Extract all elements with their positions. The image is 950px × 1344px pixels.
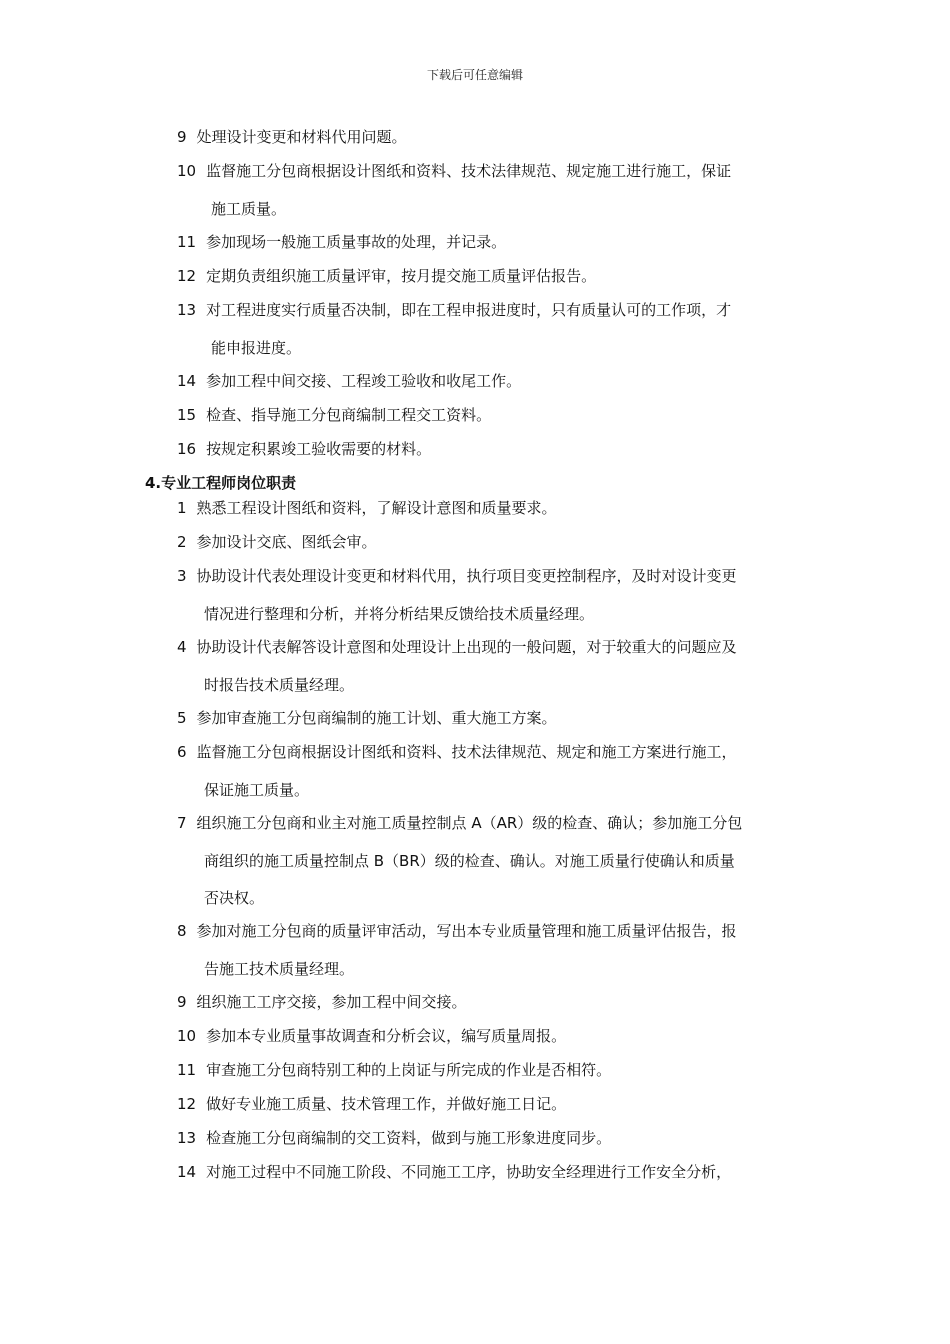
item-text: 参加工程中间交接、工程竣工验收和收尾工作。 bbox=[206, 372, 522, 390]
list-item bbox=[177, 992, 467, 1012]
list-item bbox=[177, 742, 737, 762]
list-item bbox=[177, 498, 557, 518]
item-number: 5 bbox=[177, 709, 187, 727]
item-text: 按规定积累竣工验收需要的材料。 bbox=[206, 440, 432, 458]
item-text: 做好专业施工质量、技术管理工作，并做好施工日记。 bbox=[206, 1095, 567, 1113]
item-continuation: 保证施工质量。 bbox=[204, 781, 310, 799]
list-item bbox=[177, 566, 737, 586]
item-number: 1 bbox=[177, 499, 187, 517]
item-number: 16 bbox=[177, 440, 197, 458]
item-text: 参加本专业质量事故调查和分析会议，编写质量周报。 bbox=[206, 1027, 567, 1045]
list-item bbox=[177, 1128, 611, 1148]
item-number: 7 bbox=[177, 814, 187, 832]
item-continuation: 情况进行整理和分析，并将分析结果反馈给技术质量经理。 bbox=[204, 605, 595, 623]
list-item bbox=[177, 300, 731, 320]
item-number: 10 bbox=[177, 162, 197, 180]
item-text: 协助设计代表解答设计意图和处理设计上出现的一般问题，对于较重大的问题应及 bbox=[196, 638, 737, 656]
item-text: 检查施工分包商编制的交工资料，做到与施工形象进度同步。 bbox=[206, 1129, 612, 1147]
list-item bbox=[177, 405, 491, 425]
section-heading: 4.专业工程师岗位职责 bbox=[145, 474, 297, 492]
item-text: 审查施工分包商特别工种的上岗证与所完成的作业是否相符。 bbox=[206, 1061, 612, 1079]
item-number: 13 bbox=[177, 1129, 197, 1147]
item-number: 2 bbox=[177, 533, 187, 551]
item-number: 9 bbox=[177, 993, 187, 1011]
item-continuation: 商组织的施工质量控制点 B（BR）级的检查、确认。对施工质量行使确认和质量 bbox=[204, 852, 735, 870]
item-number: 13 bbox=[177, 301, 197, 319]
item-text: 检查、指导施工分包商编制工程交工资料。 bbox=[206, 406, 492, 424]
item-continuation: 施工质量。 bbox=[211, 200, 287, 218]
item-continuation: 能申报进度。 bbox=[211, 339, 302, 357]
list-item bbox=[177, 532, 377, 552]
list-item bbox=[177, 921, 737, 941]
item-continuation: 时报告技术质量经理。 bbox=[204, 676, 355, 694]
list-item bbox=[177, 232, 506, 252]
item-number: 11 bbox=[177, 1061, 197, 1079]
item-number: 8 bbox=[177, 922, 187, 940]
item-text: 监督施工分包商根据设计图纸和资料、技术法律规范、规定施工进行施工，保证 bbox=[206, 162, 732, 180]
item-text: 对施工过程中不同施工阶段、不同施工工序，协助安全经理进行工作安全分析， bbox=[206, 1163, 732, 1181]
item-continuation: 否决权。 bbox=[204, 889, 265, 907]
list-item bbox=[177, 161, 731, 181]
item-continuation: 告施工技术质量经理。 bbox=[204, 960, 355, 978]
list-item bbox=[177, 1060, 611, 1080]
item-number: 14 bbox=[177, 372, 197, 390]
page-header: 下载后可任意编辑 bbox=[426, 68, 523, 82]
item-text: 处理设计变更和材料代用问题。 bbox=[196, 128, 407, 146]
item-number: 12 bbox=[177, 267, 197, 285]
list-item bbox=[177, 127, 407, 147]
list-item bbox=[177, 708, 557, 728]
item-text: 参加现场一般施工质量事故的处理，并记录。 bbox=[206, 233, 507, 251]
item-number: 6 bbox=[177, 743, 187, 761]
list-item bbox=[177, 439, 431, 459]
item-text: 对工程进度实行质量否决制，即在工程申报进度时，只有质量认可的工作项，才 bbox=[206, 301, 732, 319]
list-item bbox=[177, 266, 596, 286]
item-number: 12 bbox=[177, 1095, 197, 1113]
list-item bbox=[177, 813, 742, 833]
item-number: 11 bbox=[177, 233, 197, 251]
item-text: 参加设计交底、图纸会审。 bbox=[196, 533, 377, 551]
item-text: 组织施工分包商和业主对施工质量控制点 A（AR）级的检查、确认；参加施工分包 bbox=[196, 814, 743, 832]
item-text: 协助设计代表处理设计变更和材料代用，执行项目变更控制程序，及时对设计变更 bbox=[196, 567, 737, 585]
list-item bbox=[177, 1094, 566, 1114]
list-item bbox=[177, 1162, 731, 1182]
item-number: 4 bbox=[177, 638, 187, 656]
item-text: 参加对施工分包商的质量评审活动，写出本专业质量管理和施工质量评估报告，报 bbox=[196, 922, 737, 940]
item-number: 14 bbox=[177, 1163, 197, 1181]
item-number: 9 bbox=[177, 128, 187, 146]
item-number: 15 bbox=[177, 406, 197, 424]
item-text: 监督施工分包商根据设计图纸和资料、技术法律规范、规定和施工方案进行施工， bbox=[196, 743, 737, 761]
item-text: 熟悉工程设计图纸和资料，了解设计意图和质量要求。 bbox=[196, 499, 557, 517]
item-number: 10 bbox=[177, 1027, 197, 1045]
item-text: 组织施工工序交接，参加工程中间交接。 bbox=[196, 993, 467, 1011]
list-item bbox=[177, 1026, 566, 1046]
item-text: 定期负责组织施工质量评审，按月提交施工质量评估报告。 bbox=[206, 267, 597, 285]
list-item bbox=[177, 371, 521, 391]
item-text: 参加审查施工分包商编制的施工计划、重大施工方案。 bbox=[196, 709, 557, 727]
list-item bbox=[177, 637, 737, 657]
item-number: 3 bbox=[177, 567, 187, 585]
